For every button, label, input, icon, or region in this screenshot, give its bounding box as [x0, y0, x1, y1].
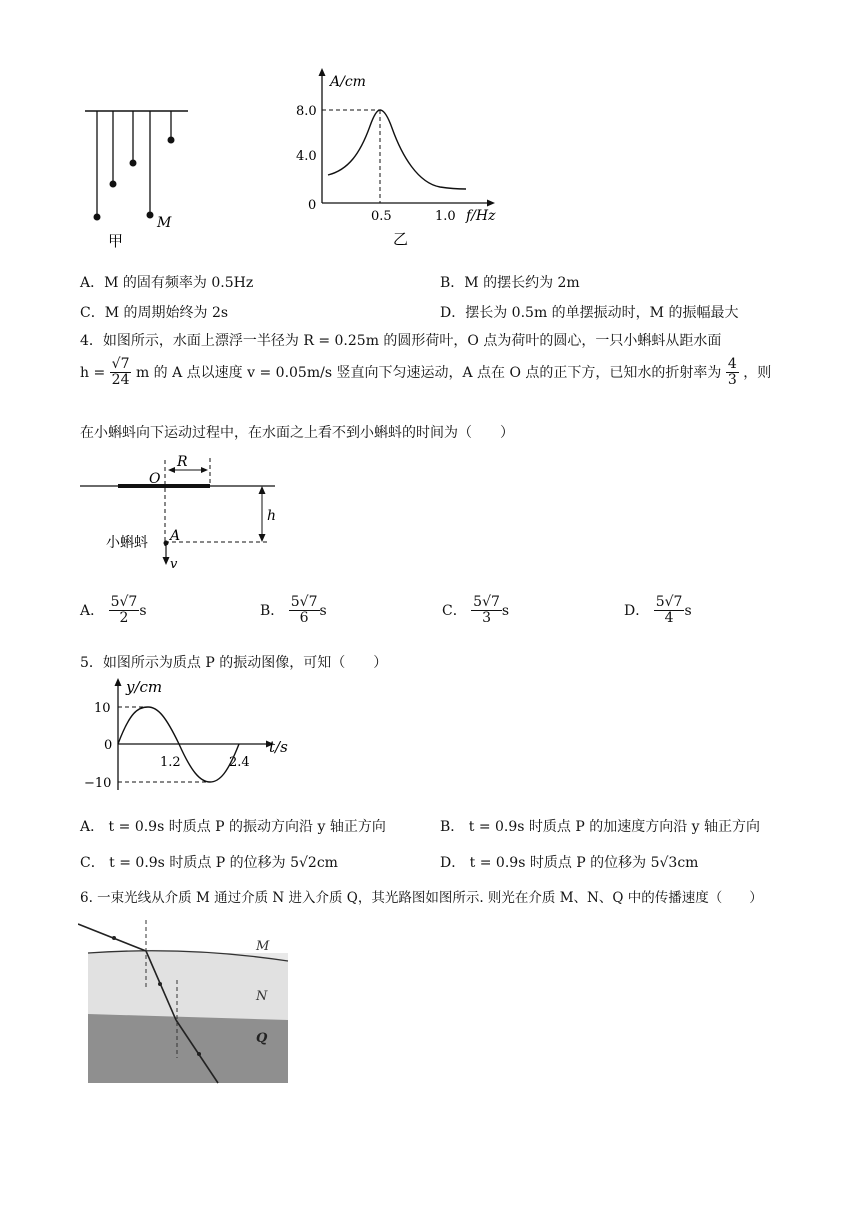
q5-tick-y-10: 10: [94, 701, 111, 716]
q4-option-c-num: 5√7: [473, 594, 500, 610]
q4-option-d-unit: s: [684, 602, 692, 619]
q3-option-a[interactable]: A．M 的固有频率为 0.5Hz: [80, 275, 254, 291]
q4-option-a[interactable]: [80, 595, 147, 627]
yi-label: 乙: [393, 230, 409, 248]
q4-o-label: O: [149, 471, 161, 487]
yi-tick-y-4: 4.0: [296, 149, 317, 164]
q5-tick-y-neg10: −10: [84, 776, 112, 791]
q6-stem: 6. 一束光线从介质 M 通过介质 N 进入介质 Q，其光路图如图所示. 则光在介质 M、N、Q 中的传播速度（ ）: [80, 890, 763, 906]
q4-h-label: h: [267, 508, 277, 524]
q4-h-eq: h =: [80, 364, 106, 381]
q6-refraction-figure: [78, 918, 293, 1088]
q4-option-d-num: 5√7: [655, 594, 683, 610]
q6-q-label: Q: [256, 1031, 268, 1046]
q3-option-d[interactable]: D．摆长为 0.5m 的单摆振动时，M 的振幅最大: [440, 305, 739, 321]
q4-option-a-label: A．: [80, 602, 105, 619]
q3-option-c[interactable]: C．M 的周期始终为 2s: [80, 305, 229, 321]
q4-stem-line3: 在小蝌蚪向下运动过程中，在水面之上看不到小蝌蚪的时间为（ ）: [80, 425, 514, 441]
q3-option-b[interactable]: B．M 的摆长约为 2m: [440, 275, 580, 291]
yi-tick-y-0: 0: [308, 198, 317, 213]
q4-option-d[interactable]: [624, 595, 692, 627]
q4-option-c-den: 3: [482, 610, 491, 627]
q5-axis-x-label: t/s: [269, 738, 288, 756]
q4-option-a-num: 5√7: [110, 594, 138, 610]
q4-h-den: 24: [111, 372, 130, 389]
q4-tadpole-label: 小蝌蚪: [106, 535, 148, 551]
q4-option-b-label: B．: [260, 602, 285, 619]
resonance-chart-yi: [290, 62, 520, 252]
yi-axis-y-label: A/cm: [330, 74, 366, 90]
q4-stem-line2-end: ，则: [743, 364, 772, 381]
jia-label: 甲: [108, 232, 124, 250]
q4-r-label: R: [177, 454, 188, 470]
q5-tick-y-0: 0: [104, 738, 113, 753]
q4-option-b-unit: s: [319, 602, 327, 619]
q4-n-num: 4: [727, 356, 737, 372]
q4-option-d-label: D．: [624, 602, 650, 619]
resonance-curve: [328, 110, 466, 189]
q5-option-d[interactable]: D． t = 0.9s 时质点 P 的位移为 5√3cm: [440, 855, 699, 871]
pendulum-figure-jia: [80, 100, 190, 250]
q4-option-d-den: 4: [664, 610, 674, 627]
m-label: M: [157, 215, 172, 231]
q5-option-a[interactable]: A． t = 0.9s 时质点 P 的振动方向沿 y 轴正方向: [80, 819, 386, 835]
q4-option-b-num: 5√7: [290, 594, 318, 610]
q5-tick-x-24: 2.4: [229, 755, 250, 770]
q4-stem-line1: 4．如图所示，水面上漂浮一半径为 R = 0.25m 的圆形荷叶，O 点为荷叶的圆心，一只小蝌蚪从距水面: [80, 333, 722, 349]
q4-option-c-unit: s: [501, 602, 510, 619]
q5-stem: 5．如图所示为质点 P 的振动图像，可知（ ）: [80, 655, 388, 671]
q6-m-label: M: [256, 939, 270, 954]
q4-stem-line2: [80, 357, 771, 389]
q4-stem-line2-post: m 的 A 点以速度 v = 0.05m/s 竖直向下匀速运动，A 点在 O 点的正下方，已知水的折射率为: [135, 364, 722, 381]
q4-figure: [80, 450, 280, 575]
q5-oscillation-chart: [80, 672, 300, 802]
q4-h-num: √7: [111, 356, 130, 372]
q4-n-den: 3: [727, 372, 737, 389]
yi-axis-x-label: f/Hz: [466, 208, 496, 224]
q5-axis-y-label: y/cm: [126, 678, 163, 696]
yi-tick-x-10: 1.0: [435, 209, 456, 224]
yi-tick-y-8: 8.0: [296, 104, 317, 119]
q5-option-b[interactable]: B． t = 0.9s 时质点 P 的加速度方向沿 y 轴正方向: [440, 819, 761, 835]
q4-a-label: A: [170, 528, 181, 544]
yi-tick-x-05: 0.5: [371, 209, 392, 224]
q4-option-b[interactable]: [260, 595, 327, 627]
q5-option-c[interactable]: C． t = 0.9s 时质点 P 的位移为 5√2cm: [80, 855, 338, 871]
q5-tick-x-12: 1.2: [160, 755, 181, 770]
q4-option-a-unit: s: [139, 602, 147, 619]
q4-option-b-den: 6: [299, 610, 309, 627]
q4-option-c-label: C．: [442, 602, 467, 619]
q4-option-a-den: 2: [119, 610, 129, 627]
q6-n-label: N: [256, 989, 268, 1004]
q4-option-c[interactable]: [442, 595, 509, 627]
q4-v-label: v: [170, 557, 178, 572]
